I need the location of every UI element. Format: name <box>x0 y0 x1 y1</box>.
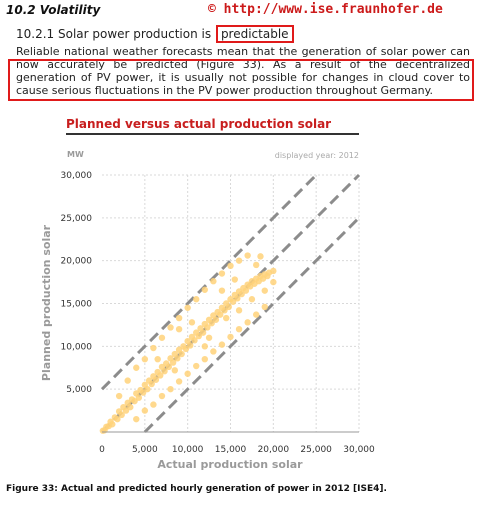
data-point <box>223 315 229 321</box>
data-point <box>176 326 182 332</box>
x-tick-label: 25,000 <box>300 445 332 455</box>
data-point <box>202 356 208 362</box>
data-point <box>227 263 233 269</box>
data-point <box>172 367 178 373</box>
data-point <box>244 252 250 258</box>
data-point <box>109 421 115 427</box>
data-point <box>159 393 165 399</box>
data-point <box>127 404 133 410</box>
data-point <box>176 315 182 321</box>
data-point <box>116 393 122 399</box>
data-point <box>150 401 156 407</box>
data-point <box>226 304 232 310</box>
data-point <box>270 268 276 274</box>
data-point <box>219 287 225 293</box>
data-point <box>133 365 139 371</box>
x-tick-label: 30,000 <box>343 445 375 455</box>
data-point <box>184 305 190 311</box>
data-point <box>253 262 259 268</box>
data-point <box>176 378 182 384</box>
data-point <box>159 335 165 341</box>
data-point <box>144 386 150 392</box>
data-point <box>249 296 255 302</box>
data-point <box>142 356 148 362</box>
data-point <box>178 351 184 357</box>
chart-title: Planned versus actual production solar <box>66 117 332 131</box>
data-point <box>210 278 216 284</box>
data-point <box>244 319 250 325</box>
x-tick-label: 10,000 <box>171 445 204 455</box>
x-tick-label: 20,000 <box>257 445 290 455</box>
data-point <box>232 276 238 282</box>
data-point <box>125 377 131 383</box>
data-point <box>236 326 242 332</box>
unit-label: MW <box>67 150 84 159</box>
data-point <box>219 270 225 276</box>
data-point <box>206 335 212 341</box>
data-point <box>213 317 219 323</box>
x-axis-label: Actual production solar <box>157 458 303 471</box>
data-point <box>184 371 190 377</box>
data-point <box>202 287 208 293</box>
y-tick-label: 15,000 <box>60 299 92 310</box>
data-point <box>133 416 139 422</box>
y-tick-label: 20,000 <box>60 256 92 267</box>
figure-caption: Figure 33: Actual and predicted hourly generation of power in 2012 [ISE4]. <box>6 484 387 494</box>
data-point <box>219 341 225 347</box>
data-point <box>167 386 173 392</box>
data-point <box>253 311 259 317</box>
x-tick-label: 5,000 <box>131 445 158 455</box>
section-title: 10.2 Volatility <box>6 3 101 17</box>
data-point <box>236 307 242 313</box>
data-point <box>200 329 206 335</box>
y-tick-label: 10,000 <box>60 342 92 353</box>
data-point <box>262 287 268 293</box>
source-url[interactable]: © http://www.ise.fraunhofer.de <box>208 2 443 17</box>
data-point <box>187 342 193 348</box>
data-point <box>142 407 148 413</box>
chart-note: displayed year: 2012 <box>274 151 359 160</box>
y-tick-label: 5,000 <box>66 385 92 396</box>
data-point <box>193 296 199 302</box>
paragraph-line-1: Reliable national weather forecasts mean that the generation of solar power can now <box>16 45 470 71</box>
paragraph-highlighted-text: accurately be predicted (Figure 33). As a result of the decentralized generation of PV power, it is usually not possible for changes in cloud cover to cause serious fluctuations in the PV power production throughout Germany. <box>16 58 470 97</box>
data-point <box>270 279 276 285</box>
reference-line <box>102 175 316 389</box>
data-point <box>257 253 263 259</box>
highlighted-word: predictable <box>216 25 294 43</box>
x-tick-label: 15,000 <box>214 445 247 455</box>
data-point <box>227 334 233 340</box>
data-point <box>136 395 142 401</box>
data-point <box>150 345 156 351</box>
data-point <box>167 324 173 330</box>
data-point <box>210 348 216 354</box>
data-point <box>236 257 242 263</box>
data-point <box>202 343 208 349</box>
data-point <box>193 363 199 369</box>
y-axis-label: Planned production solar <box>40 224 53 382</box>
reference-line <box>145 218 359 432</box>
data-point <box>189 319 195 325</box>
x-tick-label: 0 <box>99 445 105 455</box>
data-point <box>262 304 268 310</box>
subsection-text: 10.2.1 Solar power production is <box>16 27 215 41</box>
y-tick-label: 25,000 <box>60 213 92 224</box>
data-point <box>154 356 160 362</box>
y-tick-label: 30,000 <box>60 171 92 181</box>
